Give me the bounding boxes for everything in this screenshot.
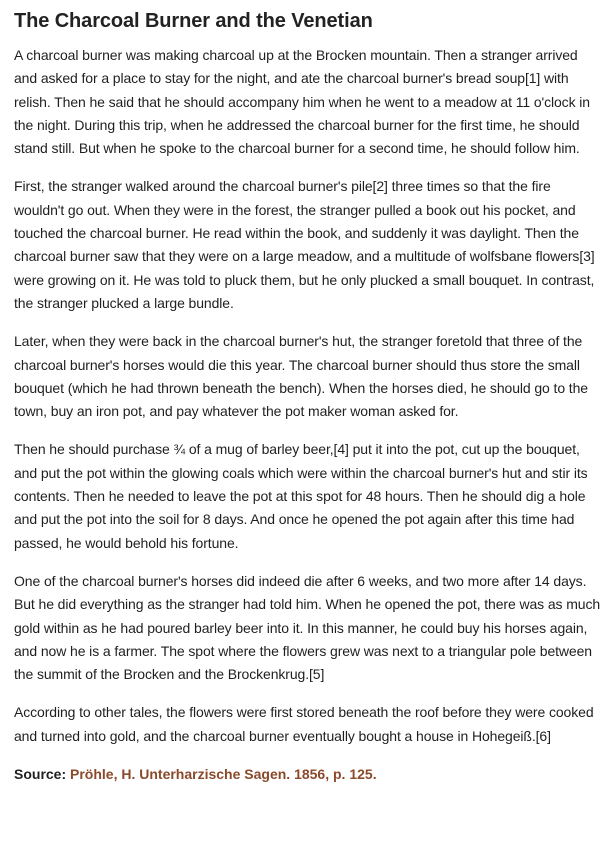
source-label: Source:: [14, 766, 67, 783]
page-title: The Charcoal Burner and the Venetian: [14, 10, 373, 32]
source-line: [14, 763, 604, 785]
paragraph-6: According to other tales, the flowers were first stored beneath the roof before they were cooked and turned into gold, and the charcoal burner eventually bought a house in Hohegeiß.[6]: [14, 704, 594, 744]
paragraph-4: Then he should purchase ¾ of a mug of barley beer,[4] put it into the pot, cut up the bouquet, and put the pot within the glowing coals which were within the charcoal burner's hut and stir its contents. Then he needed to leave the pot at this spot for 48 hours. Then he should dig a hole and put the pot into the soil for 8 days. And once he opened the pot again after this time had passed, he would behold his fortune.: [14, 441, 588, 551]
paragraph-1: A charcoal burner was making charcoal up at the Brocken mountain. Then a stranger arrived and asked for a place to stay for the night, and ate the charcoal burner's bread soup[1] with relish. Then he said that he should accompany him when he went to a meadow at 11 o'clock in the night. During this trip, when he addressed the charcoal burner for the first time, he should stand still. But when he spoke to the charcoal burner for a second time, he should follow him.: [14, 47, 590, 157]
paragraph-3: Later, when they were back in the charcoal burner's hut, the stranger foretold that three of the charcoal burner's horses would die this year. The charcoal burner should thus store the small bouquet (which he had thrown beneath the bench). When the horses died, he should go to the town, buy an iron pot, and pay whatever the pot maker woman asked for.: [14, 333, 588, 420]
paragraph-2: First, the stranger walked around the charcoal burner's pile[2] three times so that the fire wouldn't go out. When they were in the forest, the stranger pulled a book out his pocket, and touched the charcoal burner. He read within the book, and suddenly it was daylight. Then the charcoal burner saw that they were on a large meadow, and a multitude of wolfsbane flowers[3] were growing on it. He was told to pluck them, but he only plucked a small bouquet. In contrast, the stranger plucked a large bundle.: [14, 178, 595, 311]
paragraph-5: One of the charcoal burner's horses did indeed die after 6 weeks, and two more after 14 days. But he did everything as the stranger had told him. When he opened the pot, there was as much gold within as he had poured barley beer into it. In this manner, he could buy his horses again, and now he is a farmer. The spot where the flowers grew was next to a triangular pole between the summit of the Brocken and the Brockenkrug.[5]: [14, 572, 601, 683]
source-link[interactable]: Pröhle, H. Unterharzische Sagen. 1856, p. 125.: [70, 766, 377, 783]
